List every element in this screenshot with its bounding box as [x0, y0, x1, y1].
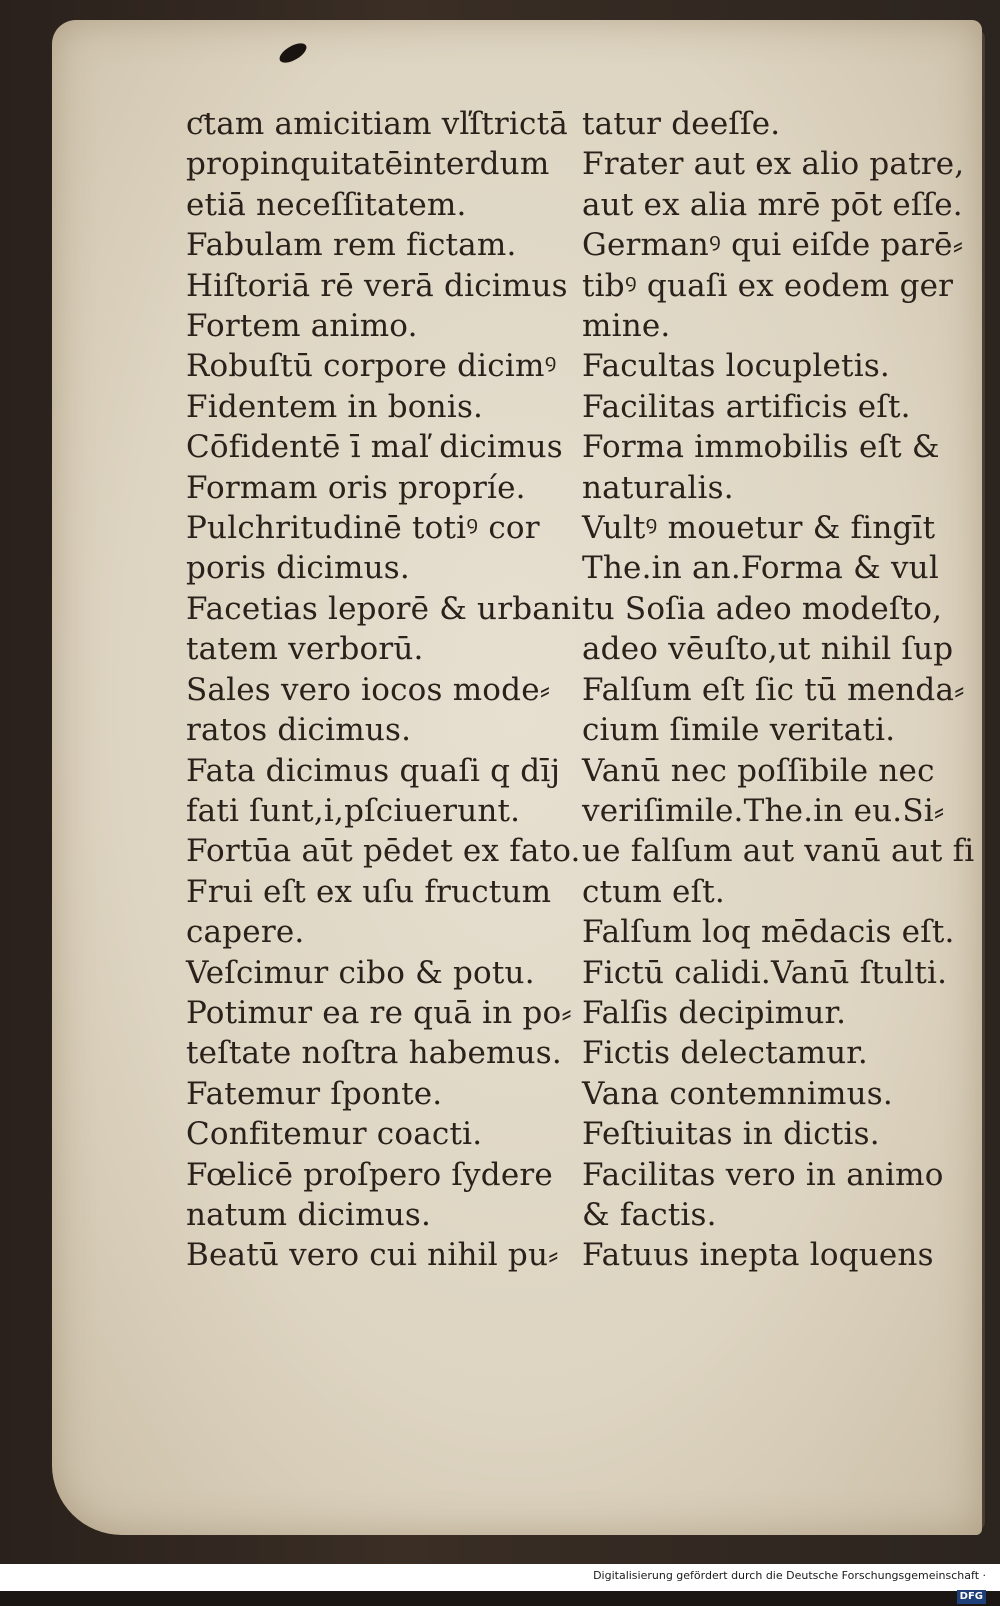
text-line: Fictū calidi.Vanū ſtulti.: [582, 954, 948, 991]
text-line: Cōfidentē ī maľ dicimus: [186, 429, 563, 466]
text-line: Forma immobilis eſt &: [582, 429, 940, 466]
text-line: capere.: [186, 914, 305, 951]
text-line: Hiſtoriā rē verā dicimus: [186, 267, 568, 304]
text-line: Vultꝰ mouetur & fingīt: [582, 510, 936, 547]
text-line: Fictis delectamur.: [582, 1035, 868, 1072]
text-line: Confitemur coacti.: [186, 1116, 483, 1153]
text-line: propinquitatēinterdum: [186, 146, 550, 183]
text-line: Fidentem in bonis.: [186, 388, 484, 425]
dfg-logo: DFG: [957, 1590, 986, 1604]
text-line: Fœlicē proſpero ſydere: [186, 1156, 553, 1193]
text-line: Falſum loq mēdacis eſt.: [582, 914, 955, 951]
text-line: ctum eſt.: [582, 873, 725, 910]
text-line: Facetias leporē & urbani: [186, 590, 582, 627]
left-text-column: [186, 104, 581, 1276]
text-line: tu Soſia adeo modeſto,: [582, 590, 943, 627]
text-line: etiā neceſſitatem.: [186, 186, 467, 223]
text-line: ue falſum aut vanū aut fi: [582, 833, 975, 870]
text-line: tibꝰ quaſi ex eodem ger: [582, 267, 954, 304]
text-line: Pulchritudinē totiꝰ cor: [186, 510, 540, 547]
text-line: Facilitas vero in animo: [582, 1156, 944, 1193]
text-line: Germanꝰ qui eiſde parē⸗: [582, 227, 964, 264]
text-line: tatur deeſſe.: [582, 106, 781, 142]
text-line: fati ſunt,i,pſciuerunt.: [186, 792, 521, 829]
text-line: aut ex alia mrē pōt eſſe.: [582, 186, 963, 223]
text-line: Feſtiuitas in dictis.: [582, 1116, 880, 1153]
text-line: poris dicimus.: [186, 550, 410, 587]
text-line: Falſum eſt ſic tū menda⸗: [582, 671, 965, 708]
footer-text: Digitalisierung gefördert durch die Deutsche Forschungsgemeinschaft ·: [593, 1569, 986, 1582]
text-line: Facultas locupletis.: [582, 348, 890, 385]
text-line: ratos dicimus.: [186, 712, 412, 749]
text-line: Falſis decipimur.: [582, 994, 847, 1031]
text-line: Fortem animo.: [186, 308, 418, 345]
text-line: Vana contemnimus.: [582, 1075, 893, 1112]
text-line: Facilitas artificis eſt.: [582, 388, 911, 425]
text-line: Fortūa aūt pēdet ex fato.: [186, 833, 581, 870]
text-line: ƈtam amicitiam vľſtrictā: [186, 106, 568, 142]
text-line: adeo vēuſto,ut nihil ſup: [582, 631, 954, 668]
text-line: Frui eſt ex uſu fructum: [186, 873, 552, 910]
text-line: natum dicimus.: [186, 1196, 432, 1233]
text-line: cium ſimile veritati.: [582, 712, 896, 749]
right-text-column: [582, 104, 974, 1276]
text-line: Fabulam rem fictam.: [186, 227, 517, 264]
text-line: & factis.: [582, 1196, 717, 1233]
text-line: Veſcimur cibo & potu.: [186, 954, 535, 991]
text-line: Formam oris propríe.: [186, 469, 526, 506]
text-line: Frater aut ex alio patre,: [582, 146, 965, 183]
text-line: tatem verborū.: [186, 631, 424, 668]
text-line: veriſimile.The.in eu.Si⸗: [582, 792, 945, 829]
text-line: Fata dicimus quaſi q dīj: [186, 752, 561, 789]
text-line: teſtate noſtra habemus.: [186, 1035, 562, 1072]
text-line: Beatū vero cui nihil pu⸗: [186, 1237, 559, 1274]
text-line: Fatuus inepta loquens: [582, 1237, 934, 1274]
text-line: mine.: [582, 308, 671, 345]
text-line: Robuſtū corpore dicimꝰ: [186, 348, 557, 385]
text-line: naturalis.: [582, 469, 734, 506]
text-line: Fatemur ſponte.: [186, 1075, 443, 1112]
text-line: The.in an.Forma & vul: [582, 550, 939, 587]
text-line: Potimur ea re quā in po⸗: [186, 994, 572, 1031]
digitization-footer: [590, 1566, 990, 1602]
text-line: Vanū nec poſſibile nec: [582, 752, 935, 789]
text-line: Sales vero iocos mode⸗: [186, 671, 551, 708]
